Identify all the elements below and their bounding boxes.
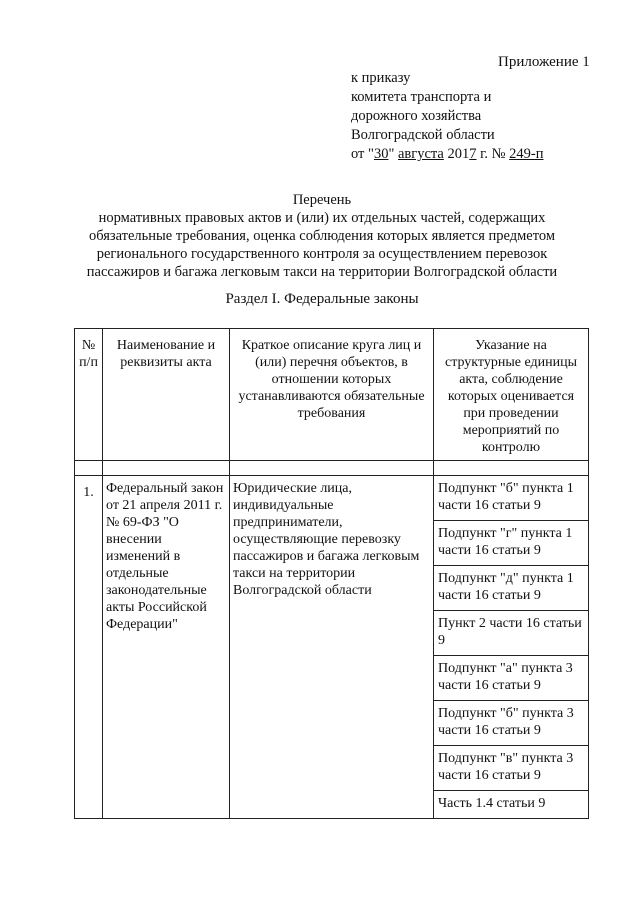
- number-prefix: г. №: [476, 146, 510, 162]
- approval-line: Волгоградской области: [351, 127, 495, 143]
- header-number: № п/п: [75, 329, 103, 461]
- date-year: 201: [443, 146, 470, 162]
- table-spacer-row: [75, 461, 589, 476]
- title-line: регионального государственного контроля за осуществлением перевозок: [96, 246, 548, 262]
- approval-line: дорожного хозяйства: [351, 108, 482, 124]
- order-number: 249-п: [509, 146, 544, 162]
- header-description: Краткое описание круга лиц и (или) перечня объектов, в отношении которых устанавливаются обязательные требования: [230, 329, 434, 461]
- unit-item: Часть 1.4 статьи 9: [438, 796, 546, 811]
- unit-item: Пункт 2 части 16 статьи 9: [434, 611, 588, 656]
- header-act: Наименование и реквизиты акта: [103, 329, 230, 461]
- unit-item: Подпункт "д" пункта 1 части 16 статьи 9: [434, 566, 588, 611]
- approval-line: к приказу: [351, 70, 411, 86]
- approval-block: [351, 69, 544, 164]
- structural-units: [434, 476, 589, 819]
- appendix-label: Приложение 1: [498, 54, 590, 70]
- title-word: Перечень: [292, 192, 352, 208]
- title-line: пассажиров и багажа легковым такси на территории Волгоградской области: [86, 264, 558, 280]
- unit-item: Подпункт "б" пункта 3 части 16 статьи 9: [434, 701, 588, 746]
- table-row: [75, 476, 589, 819]
- unit-item: Подпункт "в" пункта 3 части 16 статьи 9: [434, 746, 588, 791]
- date-year-digit: 7: [469, 146, 477, 162]
- date-day: 30: [373, 146, 389, 162]
- unit-item: Подпункт "б" пункта 1 части 16 статьи 9: [434, 476, 588, 521]
- table-header-row: [75, 329, 589, 461]
- title-line: нормативных правовых актов и (или) их отдельных частей, содержащих: [98, 210, 546, 226]
- act-description: Юридические лица, индивидуальные предприниматели, осуществляющие перевозку пассажиров и багажа легковым такси на территории Волгоградской области: [230, 476, 434, 819]
- date-mid: ": [388, 146, 398, 162]
- section-title: Раздел I. Федеральные законы: [225, 291, 419, 307]
- title-line: обязательные требования, оценка соблюдения которых является предметом: [88, 228, 556, 244]
- header-units: Указание на структурные единицы акта, соблюдение которых оценивается при проведении мероприятий по контролю: [434, 329, 589, 461]
- act-name: Федеральный закон от 21 апреля 2011 г. № 69-ФЗ "О внесении изменений в отдельные законодательные акты Российской Федерации": [103, 476, 230, 819]
- document-title: [62, 191, 582, 281]
- acts-table: [74, 328, 589, 819]
- unit-item: Подпункт "г" пункта 1 части 16 статьи 9: [434, 521, 588, 566]
- units-list: [434, 476, 588, 818]
- unit-item: Подпункт "а" пункта 3 части 16 статьи 9: [434, 656, 588, 701]
- date-month: августа: [398, 146, 444, 162]
- row-number: 1.: [75, 476, 103, 819]
- date-prefix: от ": [351, 146, 374, 162]
- approval-line: комитета транспорта и: [351, 89, 492, 105]
- order-date-line: [351, 145, 544, 164]
